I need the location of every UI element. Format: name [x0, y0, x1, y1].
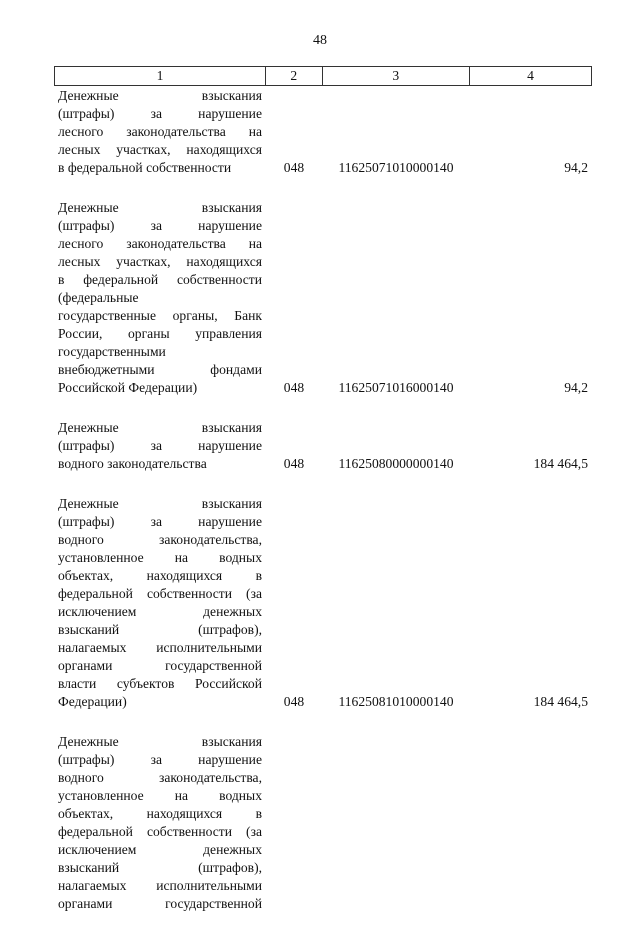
- description-line: (штрафы) за нарушение: [58, 752, 262, 767]
- description-line: водного законодательства,: [58, 532, 262, 547]
- amount: 94,2: [564, 380, 588, 395]
- header-col-2: 2: [265, 67, 321, 85]
- admin-code: 048: [283, 456, 305, 471]
- admin-code: 048: [283, 380, 305, 395]
- description-line: водного законодательства,: [58, 770, 262, 785]
- description-line: исключением денежных: [58, 604, 262, 619]
- description-line: объектах, находящихся в: [58, 806, 262, 821]
- description-line: (штрафы) за нарушение: [58, 218, 262, 233]
- row-description: [54, 87, 262, 177]
- description-line: установленное на водных: [58, 550, 262, 565]
- description-line: федеральной собственности (за: [58, 824, 262, 839]
- description-line: (штрафы) за нарушение: [58, 106, 262, 121]
- table-row: [54, 733, 592, 913]
- budget-table: [54, 66, 592, 935]
- header-col-3: 3: [322, 67, 470, 85]
- description-line: органами государственной: [58, 896, 262, 911]
- description-line: (федеральные: [58, 290, 139, 305]
- description-line: лесных участках, находящихся: [58, 254, 262, 269]
- amount: 94,2: [564, 160, 588, 175]
- description-line: лесных участках, находящихся: [58, 142, 262, 157]
- description-line: установленное на водных: [58, 788, 262, 803]
- revenue-code: 11625081010000140: [338, 694, 454, 709]
- description-line: налагаемых исполнительными: [58, 640, 262, 655]
- table-row: [54, 87, 592, 177]
- description-line: Денежные взыскания: [58, 734, 262, 749]
- description-line: органами государственной: [58, 658, 262, 673]
- description-line: в федеральной собственности: [58, 160, 232, 175]
- description-line: Денежные взыскания: [58, 420, 262, 435]
- revenue-code: 11625071010000140: [338, 160, 454, 175]
- admin-code: 048: [283, 694, 305, 709]
- description-line: (штрафы) за нарушение: [58, 514, 262, 529]
- description-line: взысканий (штрафов),: [58, 622, 262, 637]
- page-number: 48: [313, 33, 327, 48]
- row-description: [54, 419, 262, 473]
- admin-code: 048: [283, 160, 305, 175]
- description-line: лесного законодательства на: [58, 236, 262, 251]
- row-description: [54, 495, 262, 711]
- description-line: власти субъектов Российской: [58, 676, 262, 691]
- table-row: [54, 199, 592, 397]
- table-row: [54, 419, 592, 473]
- revenue-code: 11625080000000140: [338, 456, 454, 471]
- description-line: исключением денежных: [58, 842, 262, 857]
- table-row: [54, 495, 592, 711]
- description-line: налагаемых исполнительными: [58, 878, 262, 893]
- row-description: [54, 199, 262, 397]
- description-line: Денежные взыскания: [58, 496, 262, 511]
- header-col-4: 4: [469, 67, 591, 85]
- description-line: в федеральной собственности: [58, 272, 262, 287]
- description-line: федеральной собственности (за: [58, 586, 262, 601]
- description-line: лесного законодательства на: [58, 124, 262, 139]
- description-line: государственными: [58, 344, 166, 359]
- description-line: внебюджетными фондами: [58, 362, 262, 377]
- amount: 184 464,5: [533, 456, 588, 471]
- description-line: (штрафы) за нарушение: [58, 438, 262, 453]
- description-line: Российской Федерации): [58, 380, 198, 395]
- description-line: Денежные взыскания: [58, 200, 262, 215]
- table-header-row: [54, 66, 592, 86]
- description-line: взысканий (штрафов),: [58, 860, 262, 875]
- description-line: водного законодательства: [58, 456, 207, 471]
- description-line: России, органы управления: [58, 326, 262, 341]
- description-line: Федерации): [58, 694, 127, 709]
- revenue-code: 11625071016000140: [338, 380, 454, 395]
- description-line: государственные органы, Банк: [58, 308, 262, 323]
- description-line: объектах, находящихся в: [58, 568, 262, 583]
- row-description: [54, 733, 262, 913]
- amount: 184 464,5: [533, 694, 588, 709]
- description-line: Денежные взыскания: [58, 88, 262, 103]
- header-col-1: 1: [156, 68, 164, 83]
